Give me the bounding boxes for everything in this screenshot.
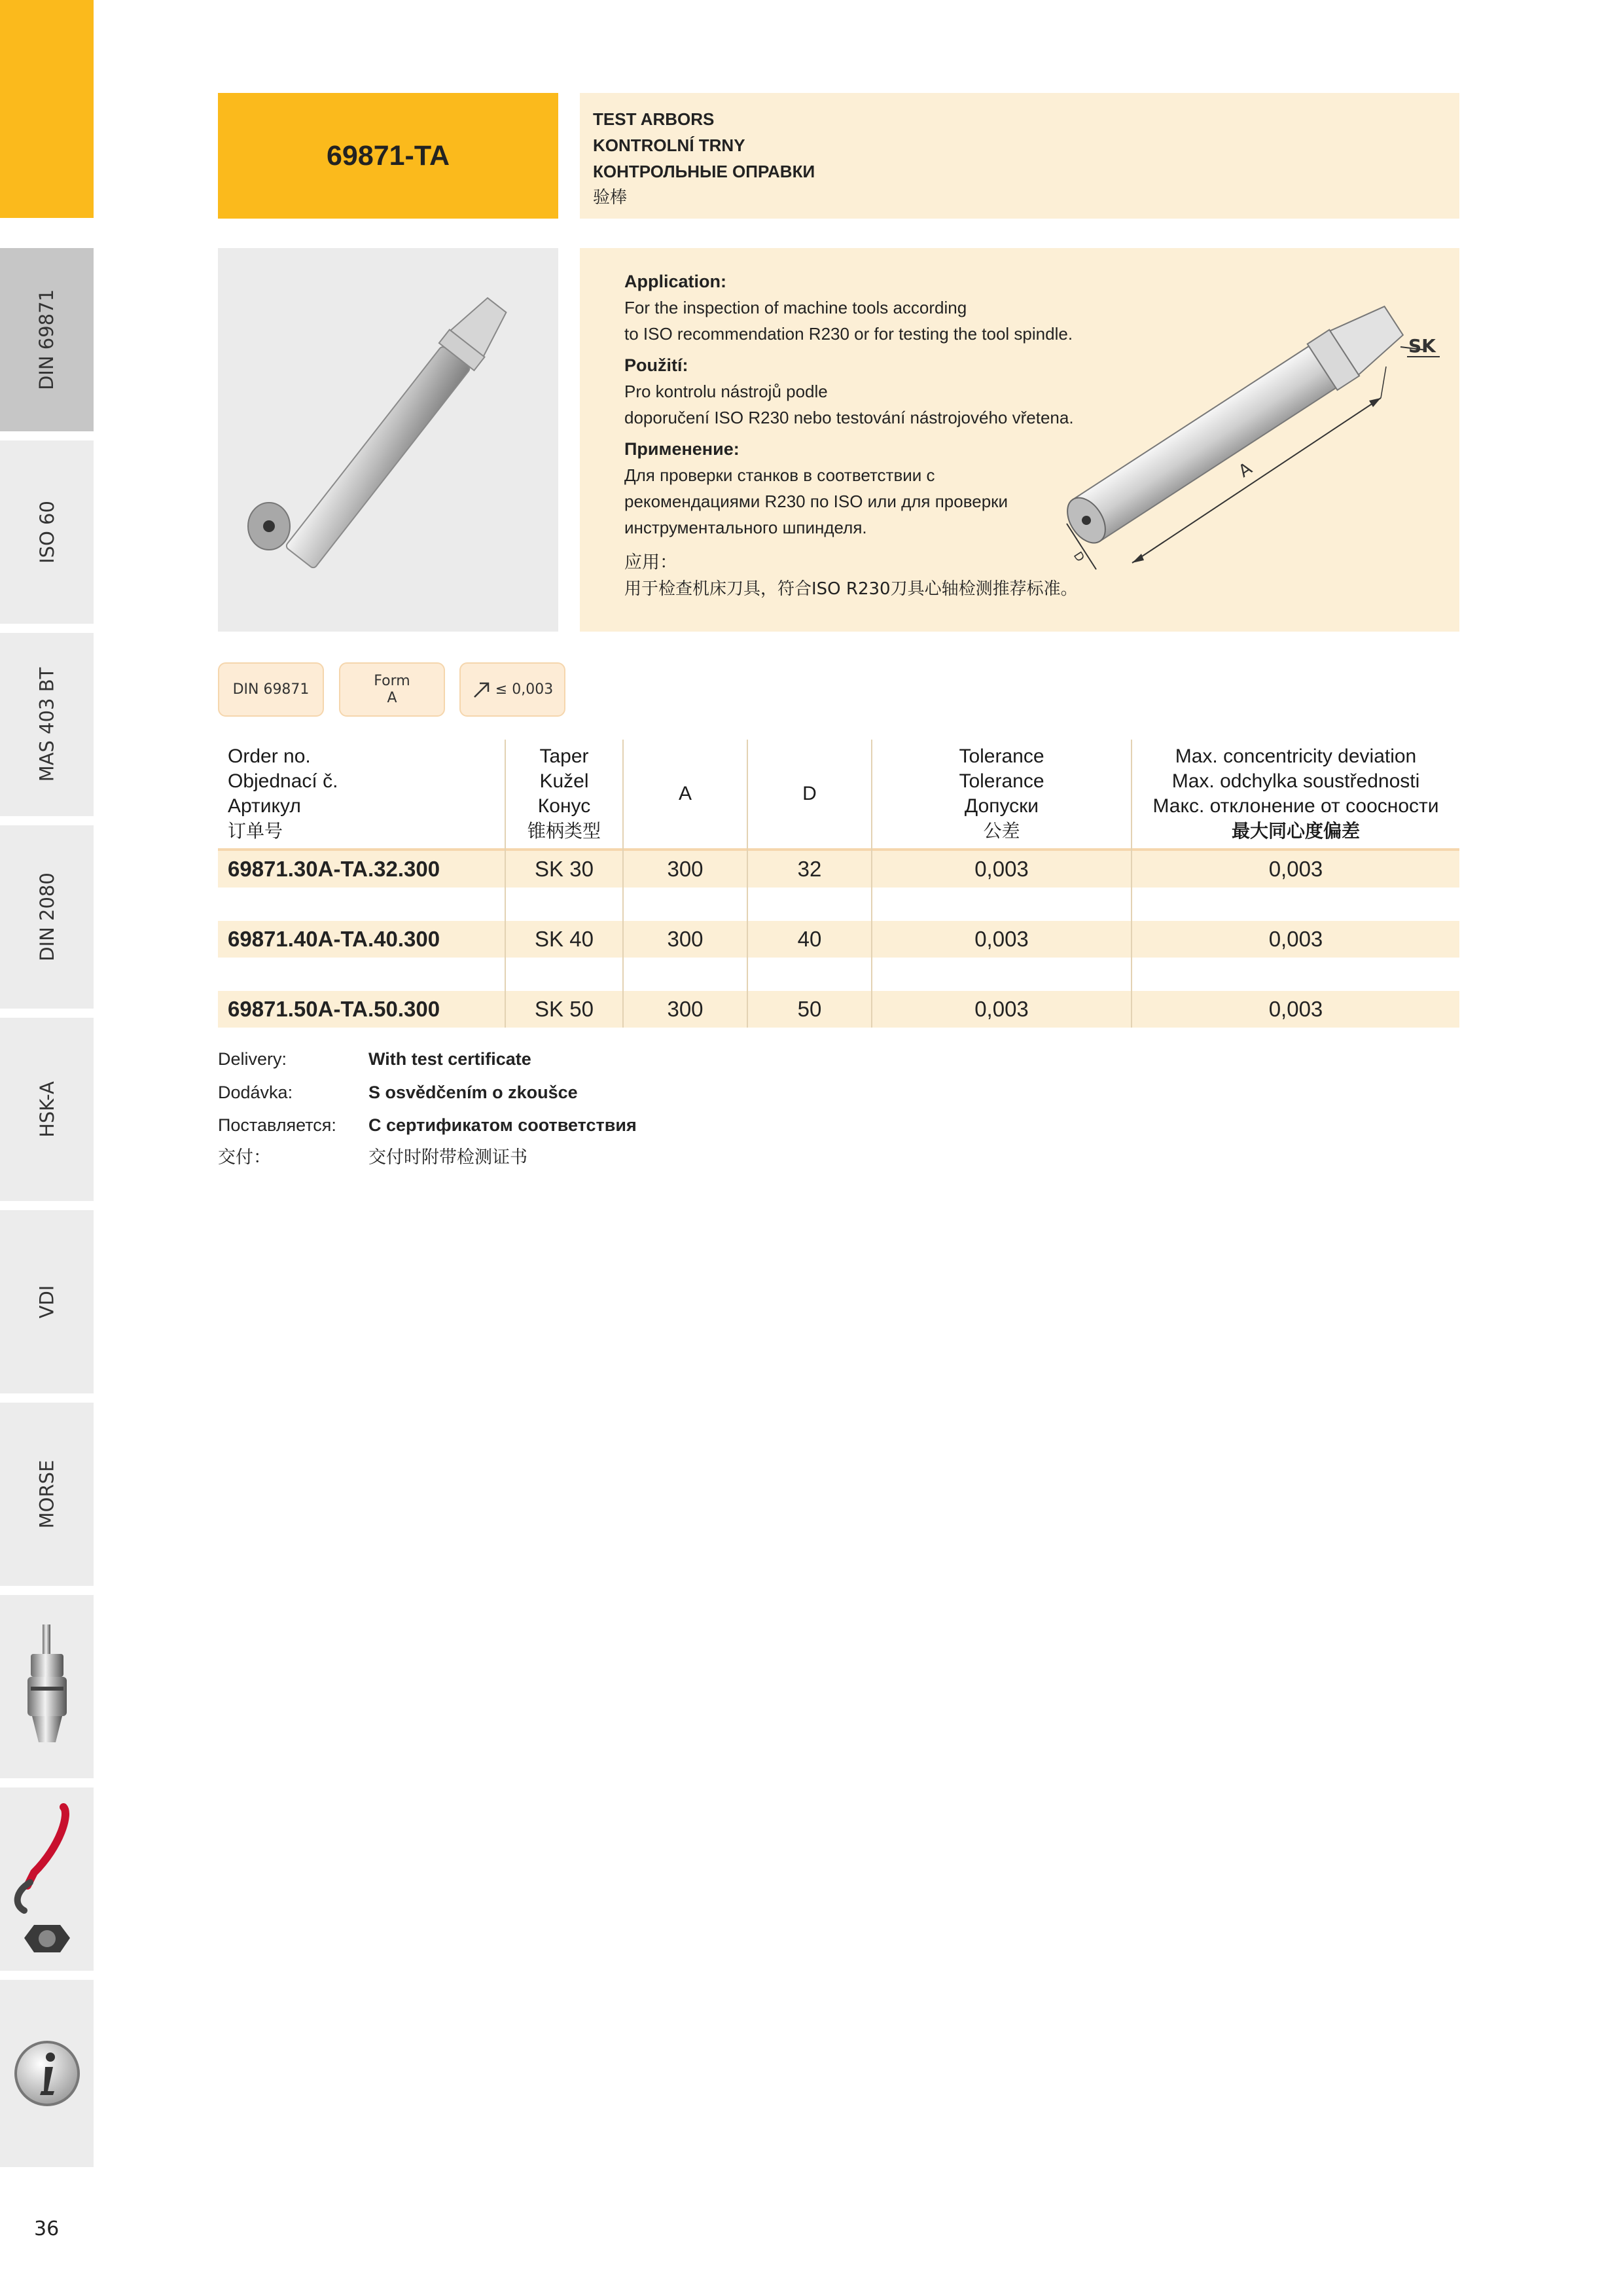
category-cn: 验棒 [593, 188, 628, 207]
header-text: Конус [537, 795, 591, 817]
application-heading-cn: 应用： [624, 552, 677, 573]
table-cell-order[interactable]: 69871.50A-TA.50.300 [228, 997, 440, 1021]
table-cell-order[interactable]: 69871.40A-TA.40.300 [228, 927, 440, 951]
badge-text: Form [374, 672, 410, 689]
sidebar-tab-vdi[interactable] [0, 1210, 94, 1397]
runout-arrow-icon [472, 680, 491, 700]
badge-runout [459, 662, 565, 717]
text-line: For the inspection of machine tools according [624, 298, 967, 317]
table-cell-max: 0,003 [1268, 927, 1323, 951]
table-cell-taper: SK 30 [535, 857, 594, 881]
dimension-drawing [1034, 262, 1453, 589]
delivery-value-cz: S osvědčením o zkoušce [368, 1083, 578, 1102]
table-cell-a: 300 [667, 857, 704, 881]
table-cell-max: 0,003 [1268, 857, 1323, 881]
header-text: Артикул [228, 795, 301, 817]
table-cell-d: 32 [797, 857, 822, 881]
sidebar-tab-label: MAS 403 BT [35, 667, 58, 782]
header-text: Макс. отклонение от соосности [1152, 795, 1439, 817]
table-cell-d: 50 [797, 997, 822, 1021]
table-cell-tolerance: 0,003 [974, 857, 1029, 881]
header-text: D [802, 782, 817, 804]
table-cell-taper: SK 40 [535, 927, 594, 951]
hook-wrench-icon [8, 1801, 86, 1958]
sidebar-tab-iso-60[interactable] [0, 440, 94, 628]
header-text: Taper [539, 745, 589, 767]
header-d [748, 740, 871, 848]
delivery-value-cn: 交付时附带检测证书 [368, 1147, 527, 1168]
delivery-label-cn: 交付： [218, 1147, 271, 1168]
sidebar-tab-label: DIN 2080 [35, 872, 58, 961]
sidebar-tab-label: ISO 60 [35, 501, 58, 564]
dimension-label-d: D [1070, 549, 1087, 565]
header-text: 最大同心度偏差 [1231, 819, 1360, 842]
header-text: 订单号 [228, 819, 283, 842]
sidebar-tab-din-2080[interactable] [0, 825, 94, 1013]
table-cell-tolerance: 0,003 [974, 997, 1029, 1021]
dimension-label-a: A [1235, 459, 1256, 482]
drill-chuck-icon [11, 1621, 83, 1752]
test-arbor-photo [218, 248, 558, 632]
header-text: Objednací č. [228, 770, 338, 792]
delivery-label-en: Delivery: [218, 1049, 287, 1069]
delivery-value-en: With test certificate [368, 1049, 531, 1069]
text-line: инструментального шпинделя. [624, 518, 867, 537]
header-max-concentricity [1132, 740, 1459, 848]
header-text: Kužel [539, 770, 589, 792]
header-text: Tolerance [959, 770, 1044, 792]
sidebar-tab-label: VDI [35, 1285, 58, 1319]
badge-text: DIN 69871 [232, 681, 310, 698]
header-text: Tolerance [959, 745, 1044, 767]
sidebar-tab-wrenches[interactable] [0, 1787, 94, 1975]
text-line: Pro kontrolu nástrojů podle [624, 382, 828, 401]
text-line: рекомендациями R230 по ISO или для проверки [624, 492, 1008, 511]
sidebar-tab-din-69871[interactable] [0, 248, 94, 435]
application-text-cn: 用于检查机床刀具，符合ISO R230刀具心轴检测推荐标准。 [624, 579, 1078, 599]
header-taper [506, 740, 622, 848]
table-cell-max: 0,003 [1268, 997, 1323, 1021]
sidebar-tab-info[interactable] [0, 1980, 94, 2167]
application-heading-en: Application: [624, 272, 726, 291]
badge-standard [218, 662, 324, 717]
category-en: TEST ARBORS [593, 109, 715, 129]
header-a [624, 740, 747, 848]
delivery-label-ru: Поставляется: [218, 1115, 336, 1135]
text-line: Для проверки станков в соответствии с [624, 465, 935, 485]
header-text: Order no. [228, 745, 311, 767]
header-text: 锥柄类型 [527, 819, 601, 842]
category-ru: КОНТРОЛЬНЫЕ ОПРАВКИ [593, 162, 815, 181]
category-cz: KONTROLNÍ TRNY [593, 135, 745, 155]
sidebar-tab-drill-chucks[interactable] [0, 1595, 94, 1782]
sidebar-tab-label: HSK-A [35, 1081, 58, 1138]
page-number: 36 [34, 2217, 60, 2240]
sidebar-tab-morse[interactable] [0, 1403, 94, 1590]
badge-text: A [387, 689, 397, 706]
table-cell-a: 300 [667, 997, 704, 1021]
product-title: 69871-TA [326, 139, 450, 171]
header-text: Max. odchylka soustřednosti [1171, 770, 1420, 792]
table-cell-order[interactable]: 69871.30A-TA.32.300 [228, 857, 440, 881]
delivery-label-cz: Dodávka: [218, 1083, 293, 1102]
text-line: doporučení ISO R230 nebo testování nástrojového vřetena. [624, 408, 1074, 427]
dimension-label-sk: SK [1408, 335, 1436, 357]
sidebar-tab-mas-403-bt[interactable] [0, 633, 94, 820]
header-text: 公差 [983, 819, 1020, 842]
sidebar-tab-hsk-a[interactable] [0, 1018, 94, 1205]
application-heading-cz: Použití: [624, 355, 688, 375]
table-cell-tolerance: 0,003 [974, 927, 1029, 951]
sidebar-accent [0, 0, 94, 218]
table-cell-a: 300 [667, 927, 704, 951]
delivery-value-ru: С сертификатом соответствия [368, 1115, 637, 1135]
application-heading-ru: Применение: [624, 439, 740, 459]
header-text: Max. concentricity deviation [1175, 745, 1417, 767]
info-icon [11, 2037, 83, 2109]
header-text: Допуски [964, 795, 1039, 817]
table-cell-taper: SK 50 [535, 997, 594, 1021]
sidebar-tab-label: DIN 69871 [35, 289, 58, 391]
badge-text: ≤ 0,003 [495, 681, 554, 698]
sidebar-tab-label: MORSE [35, 1460, 58, 1529]
product-category-box [580, 93, 1459, 219]
header-tolerance [872, 740, 1131, 848]
product-title-box [218, 93, 558, 219]
header-order-no [228, 740, 503, 848]
product-photo [218, 248, 558, 632]
table-cell-d: 40 [797, 927, 822, 951]
header-text: A [678, 782, 692, 804]
text-line: to ISO recommendation R230 or for testing the tool spindle. [624, 324, 1073, 344]
badge-form [339, 662, 445, 717]
